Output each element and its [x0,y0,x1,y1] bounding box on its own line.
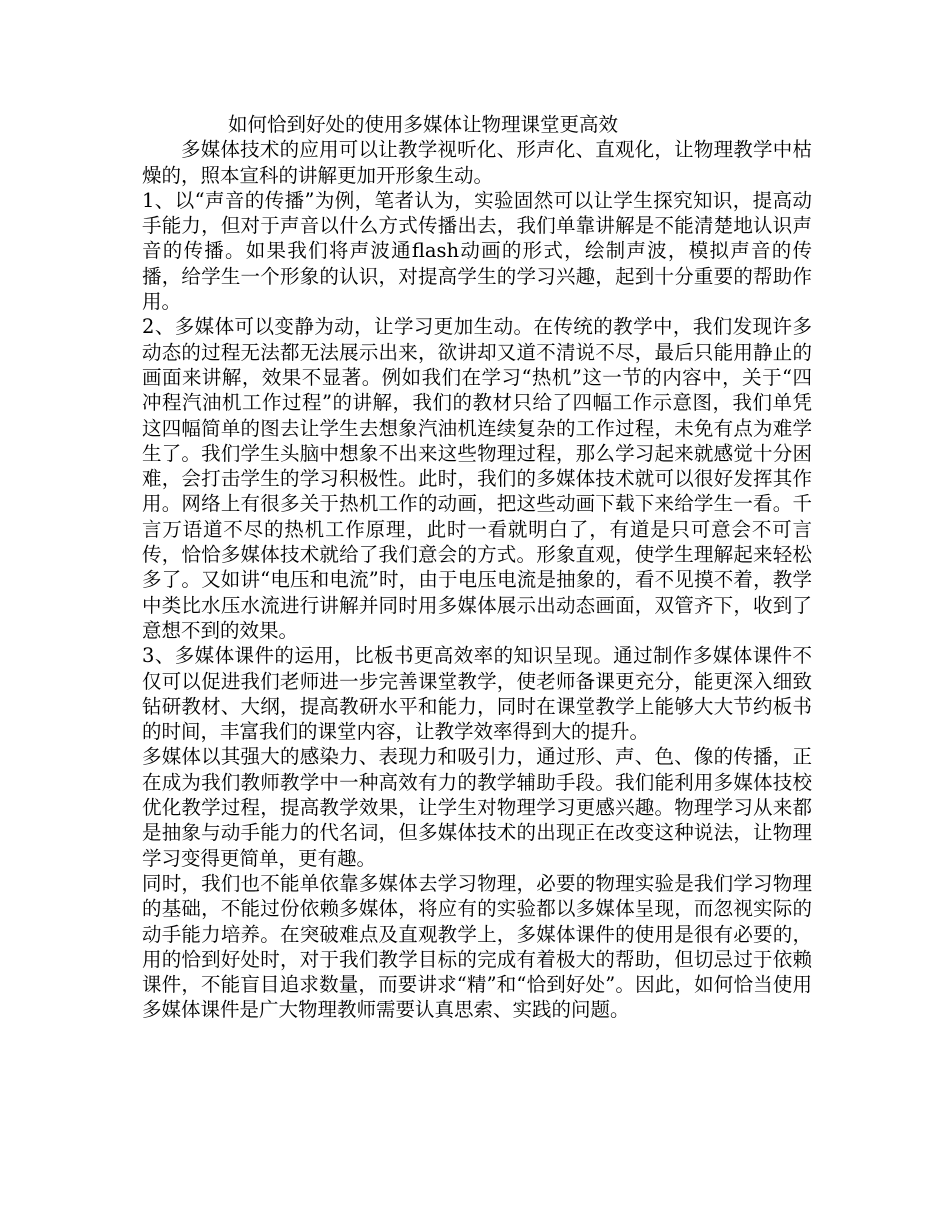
document-page [142,112,812,1023]
paragraph-intro: 多媒体技术的应用可以让教学视听化、形声化、直观化，让物理教学中枯燥的，照本宣科的讲解更加开形象生动。 [142,138,812,187]
paragraph-point-3: 3、多媒体课件的运用，比板书更高效率的知识呈现。通过制作多媒体课件不仅可以促进我们老师进一步完善课堂教学，使老师备课更充分，能更深入细致钻研教材、大纲，提高教研水平和能力，同时在课堂教学上能够大大节约板书的时间，丰富我们的课堂内容，让教学效率得到大的提升。 [142,644,812,744]
document-title: 如何恰到好处的使用多媒体让物理课堂更高效 [228,113,619,136]
paragraph-point-2: 2、多媒体可以变静为动，让学习更加生动。在传统的教学中，我们发现许多动态的过程无法都无法展示出来，欲讲却又道不清说不尽，最后只能用静止的画面来讲解，效果不显著。例如我们在学习“热机”这一节的内容中，关于“四冲程汽油机工作过程”的讲解，我们的教材只给了四幅工作示意图，我们单凭这四幅简单的图去让学生去想象汽油机连续复杂的工作过程，未免有点为难学生了。我们学生头脑中想象不出来这些物理过程，那么学习起来就感觉十分困难，会打击学生的学习积极性。此时，我们的多媒体技术就可以很好发挥其作用。网络上有很多关于热机工作的动画，把这些动画下载下来给学生一看。千言万语道不尽的热机工作原理，此时一看就明白了，有道是只可意会不可言传，恰恰多媒体技术就给了我们意会的方式。形象直观，使学生理解起来轻松多了。又如讲“电压和电流”时，由于电压电流是抽象的，看不见摸不着，教学中类比水压水流进行讲解并同时用多媒体展示出动态画面，双管齐下，收到了意想不到的效果。 [142,315,812,642]
paragraph-point-1: 1、以“声音的传播”为例，笔者认为，实验固然可以让学生探究知识，提高动手能力，但对于声音以什么方式传播出去，我们单靠讲解是不能清楚地认识声音的传播。如果我们将声波通flash动画的形式，绘制声波，模拟声音的传播，给学生一个形象的认识，对提高学生的学习兴趣，起到十分重要的帮助作用。 [142,188,812,314]
paragraph-summary: 多媒体以其强大的感染力、表现力和吸引力，通过形、声、色、像的传播，正在成为我们教师教学中一种高效有力的教学辅助手段。我们能利用多媒体技校优化教学过程，提高教学效果，让学生对物理学习更感兴趣。物理学习从来都是抽象与动手能力的代名词，但多媒体技术的出现正在改变这种说法，让物理学习变得更简单，更有趣。 [142,745,812,870]
paragraph-conclusion: 同时，我们也不能单依靠多媒体去学习物理，必要的物理实验是我们学习物理的基础，不能过份依赖多媒体，将应有的实验都以多媒体呈现，而忽视实际的动手能力培养。在突破难点及直观教学上，多媒体课件的使用是很有必要的，用的恰到好处时，对于我们教学目标的完成有着极大的帮助，但切忌过于依赖课件，不能盲目追求数量，而要讲求“精”和“恰到好处”。因此，如何恰当使用多媒体课件是广大物理教师需要认真思索、实践的问题。 [142,871,812,1022]
